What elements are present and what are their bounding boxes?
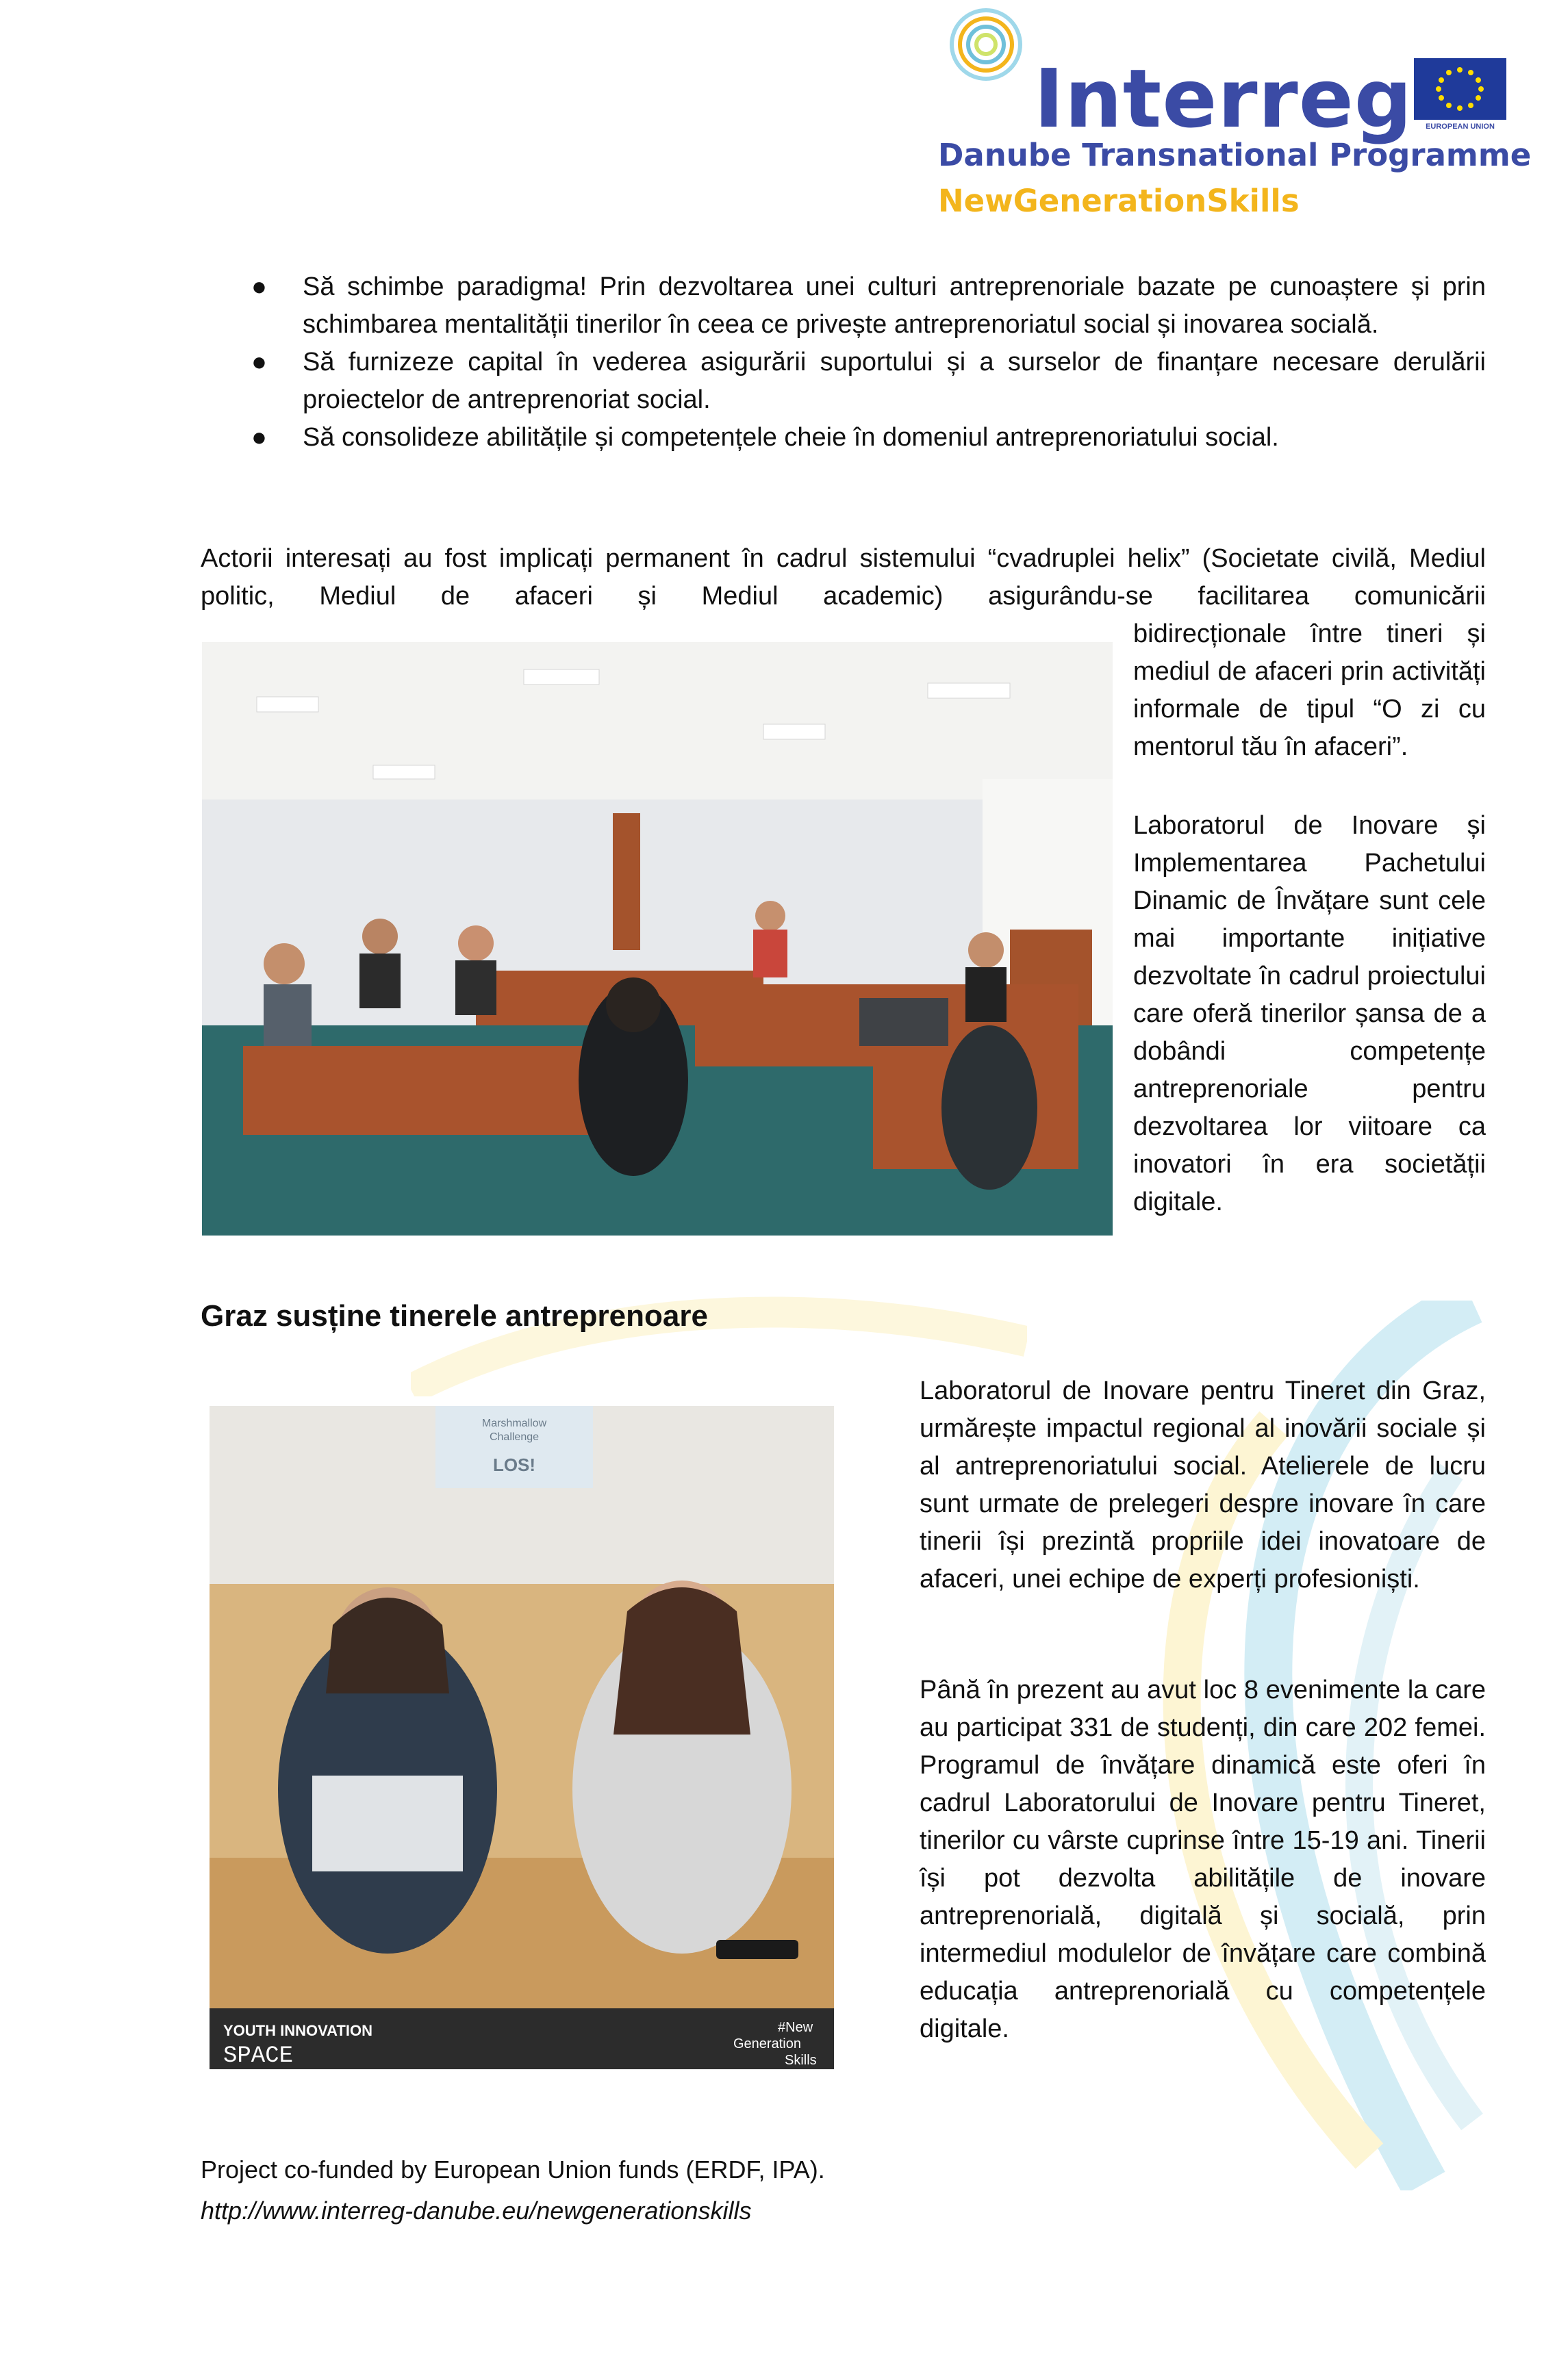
programme-name: Danube Transnational Programme <box>938 137 1532 173</box>
caption-new: #New <box>778 2020 813 2035</box>
eu-flag-icon <box>1414 58 1506 120</box>
eu-label: EUROPEAN UNION <box>1426 123 1495 131</box>
list-item-text: Să furnizeze capital în vederea asigurării suportului și a surselor de finanțare necesare derulării proiectelor de antreprenoriat social. <box>303 348 1486 414</box>
projector-text-2: Challenge <box>489 1431 540 1443</box>
interreg-swirl-icon <box>938 3 1041 99</box>
interreg-logo <box>938 3 1532 226</box>
caption-skills: Skills <box>785 2053 817 2068</box>
list-item <box>251 268 1486 344</box>
bullet-icon: ● <box>251 348 267 376</box>
list-item-text: Să consolideze abilitățile și competențele cheie în domeniul antreprenoriatului social. <box>303 423 1279 452</box>
footer-link[interactable]: http://www.interreg-danube.eu/newgenerationskills <box>201 2197 752 2225</box>
bullet-icon: ● <box>251 423 267 452</box>
classroom-photo <box>202 642 1113 1236</box>
footer-funding: Project co-funded by European Union funds (ERDF, IPA). <box>201 2155 825 2184</box>
project-name: NewGenerationSkills <box>938 183 1300 219</box>
paragraph-side-2: Laboratorul de Inovare și Implementarea Pachetului Dinamic de Învățare sunt cele mai importante inițiative dezvoltate în cadrul proiectului care oferă tinerilor șansa de a dobândi competențe antreprenoriale pentru dezvoltarea lor viitoare ca inovatori în era societății digitale. <box>1133 811 1486 1216</box>
list-item <box>251 344 1486 419</box>
caption-space: SPACE <box>223 2043 294 2069</box>
list-item-text: Să schimbe paradigma! Prin dezvoltarea unei culturi antreprenoriale bazate pe cunoaștere și prin schimbarea mentalității tinerilor în ceea ce privește antreprenoriatul social și inovarea socială. <box>303 272 1486 339</box>
section-title: Graz susține tinerele antreprenoare <box>201 1299 708 1333</box>
graz-photo <box>210 1406 834 2069</box>
interreg-wordmark: Interreg <box>1034 51 1413 146</box>
projector-text-3: LOS! <box>492 1455 536 1475</box>
caption-generation: Generation <box>733 2036 801 2051</box>
paragraph-stakeholders: Actorii interesați au fost implicați permanent în cadrul sistemului “cvadruplei helix” (Societate civilă, Mediul politic, Mediul de afaceri și Mediul academic) asigurându-se facilitarea comunicării <box>201 544 1486 611</box>
bullet-icon: ● <box>251 272 267 301</box>
paragraph-side-1: bidirecționale între tineri și mediul de afaceri prin activități informale de tipul “O zi cu mentorul tău în afaceri”. <box>1133 619 1486 761</box>
caption-youth-innovation: YOUTH INNOVATION <box>223 2022 372 2039</box>
graz-paragraph-1: Laboratorul de Inovare pentru Tineret din Graz, urmărește impactul regional al inovării sociale și al antreprenoriatului social. Atelierele de lucru sunt urmate de prelegeri despre inovare în care tinerii își prezintă propriile idei inovatoare de afaceri, unei echipe de experți profesioniști. <box>920 1377 1486 1594</box>
list-item <box>251 419 1486 457</box>
objectives-list <box>251 268 1486 457</box>
footer <box>201 2149 1159 2231</box>
projector-text-1: Marshmallow <box>481 1418 547 1429</box>
graz-paragraph-2: Până în prezent au avut loc 8 evenimente la care au participat 331 de studenți, din care 202 femei. Programul de învățare dinamică este oferi în cadrul Laboratorului de Inovare pentru Tineret, tinerilor cu vârste cuprinse între 15-19 ani. Tinerii își pot dezvolta abilitățile de inovare antreprenorială, digitală și socială, prin intermediul modulelor de învățare care combină educația antreprenorială cu competențele digitale. <box>920 1676 1486 2043</box>
